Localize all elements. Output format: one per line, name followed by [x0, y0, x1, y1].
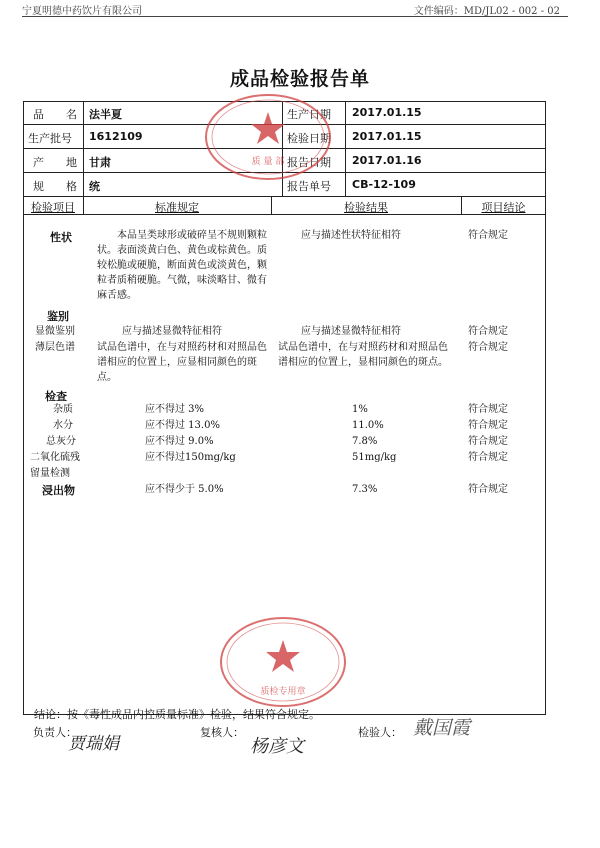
conclusion-micro: 符合规定	[468, 326, 508, 337]
conclusion-ash: 符合规定	[468, 436, 508, 447]
inspect-date-label: 检验日期	[287, 132, 331, 145]
responsible-label: 负责人：	[33, 726, 77, 739]
stamp-top-dept: 质 量 部	[251, 157, 285, 167]
col-divider	[345, 101, 346, 196]
page-title: 成品检验报告单	[229, 68, 370, 90]
item-so2: 二氧化硫残	[30, 452, 80, 463]
doc-number: 文件编码：MD/JL02 - 002 - 02	[413, 6, 560, 17]
company-header: 宁夏明德中药饮片有限公司	[22, 6, 142, 17]
report-no-value: CB-12-109	[352, 178, 416, 191]
result-moisture: 11.0%	[352, 420, 384, 431]
result-character: 应与描述性状特征相符	[301, 230, 401, 241]
report-date-label: 报告日期	[287, 156, 331, 169]
item-moisture: 水分	[53, 420, 73, 431]
product-value: 法半夏	[89, 108, 122, 121]
responsible-signature: 贾瑞娟	[68, 734, 119, 754]
qc-seal-stamp	[215, 612, 350, 712]
item-so2-line2: 留量检测	[30, 468, 70, 479]
origin-value: 甘肃	[89, 156, 111, 169]
col-header-result: 检验结果	[344, 201, 388, 214]
standard-impurity: 应不得过 3%	[145, 404, 205, 415]
product-label: 品 名	[33, 108, 77, 121]
row-divider	[23, 196, 546, 197]
conclusion-character: 符合规定	[468, 230, 508, 241]
report-no-label: 报告单号	[287, 180, 331, 193]
item-impurity: 杂质	[53, 404, 73, 415]
origin-label: 产 地	[33, 156, 77, 169]
inspector-signature: 戴国霞	[413, 717, 471, 739]
standard-ash: 应不得过 9.0%	[145, 436, 214, 447]
result-impurity: 1%	[352, 404, 368, 415]
col-header-standard: 标准规定	[155, 201, 199, 214]
reviewer-label: 复核人：	[200, 726, 244, 739]
standard-tlc: 试品色谱中，在与对照药材和对照品色谱相应的位置上，应显相同颜色的斑点。	[97, 342, 267, 383]
report-date-value: 2017.01.16	[352, 154, 422, 167]
item-ash: 总灰分	[46, 436, 76, 447]
standard-character: 本品呈类球形或破碎呈不规则颗粒状。表面淡黄白色、黄色或棕黄色。质较松脆或硬脆，断面黄色或淡黄色，颗粒者质稍硬脆。气微，味淡略甘、微有麻舌感。	[97, 230, 267, 301]
item-tlc: 薄层色谱	[35, 342, 75, 353]
standard-moisture: 应不得过 13.0%	[145, 420, 220, 431]
batch-label: 生产批号	[28, 132, 72, 145]
reviewer-signature: 杨彦文	[250, 736, 304, 757]
item-micro: 显微鉴别	[35, 326, 75, 337]
conclusion-impurity: 符合规定	[468, 404, 508, 415]
conclusion-so2: 符合规定	[468, 452, 508, 463]
item-extract: 浸出物	[42, 484, 75, 497]
section-check: 检查	[45, 390, 67, 403]
conclusion-text: 结论：按《毒性成品内控质量标准》检验，结果符合规定。	[34, 708, 320, 721]
col-header-conclusion: 项目结论	[481, 201, 526, 214]
result-ash: 7.8%	[352, 436, 378, 447]
result-so2: 51mg/kg	[352, 452, 397, 463]
header-divider	[22, 16, 568, 17]
conclusion-moisture: 符合规定	[468, 420, 508, 431]
prod-date-value: 2017.01.15	[352, 106, 422, 119]
spec-value: 统	[89, 180, 100, 193]
conclusion-extract: 符合规定	[468, 484, 508, 495]
conclusion-tlc: 符合规定	[468, 342, 508, 353]
standard-so2: 应不得过150mg/kg	[145, 452, 236, 463]
spec-label: 规 格	[33, 180, 77, 193]
result-tlc: 试品色谱中，在与对照药材和对照品色谱相应的位置上，显相同颜色的斑点。	[278, 342, 448, 368]
batch-value: 1612109	[89, 130, 143, 143]
inspector-label: 检验人：	[358, 726, 402, 739]
inspect-date-value: 2017.01.15	[352, 130, 422, 143]
result-micro: 应与描述显微特征相符	[301, 326, 401, 337]
col-header-item: 检验项目	[31, 201, 75, 214]
col-divider	[83, 101, 84, 214]
standard-extract: 应不得少于 5.0%	[145, 484, 224, 495]
prod-date-label: 生产日期	[287, 108, 331, 121]
section-identification: 鉴别	[47, 310, 69, 323]
result-extract: 7.3%	[352, 484, 378, 495]
stamp-bottom-dept: 质检专用章	[260, 687, 306, 697]
item-character: 性状	[50, 231, 72, 244]
standard-micro: 应与描述显微特征相符	[122, 326, 222, 337]
quality-dept-stamp	[200, 92, 335, 192]
